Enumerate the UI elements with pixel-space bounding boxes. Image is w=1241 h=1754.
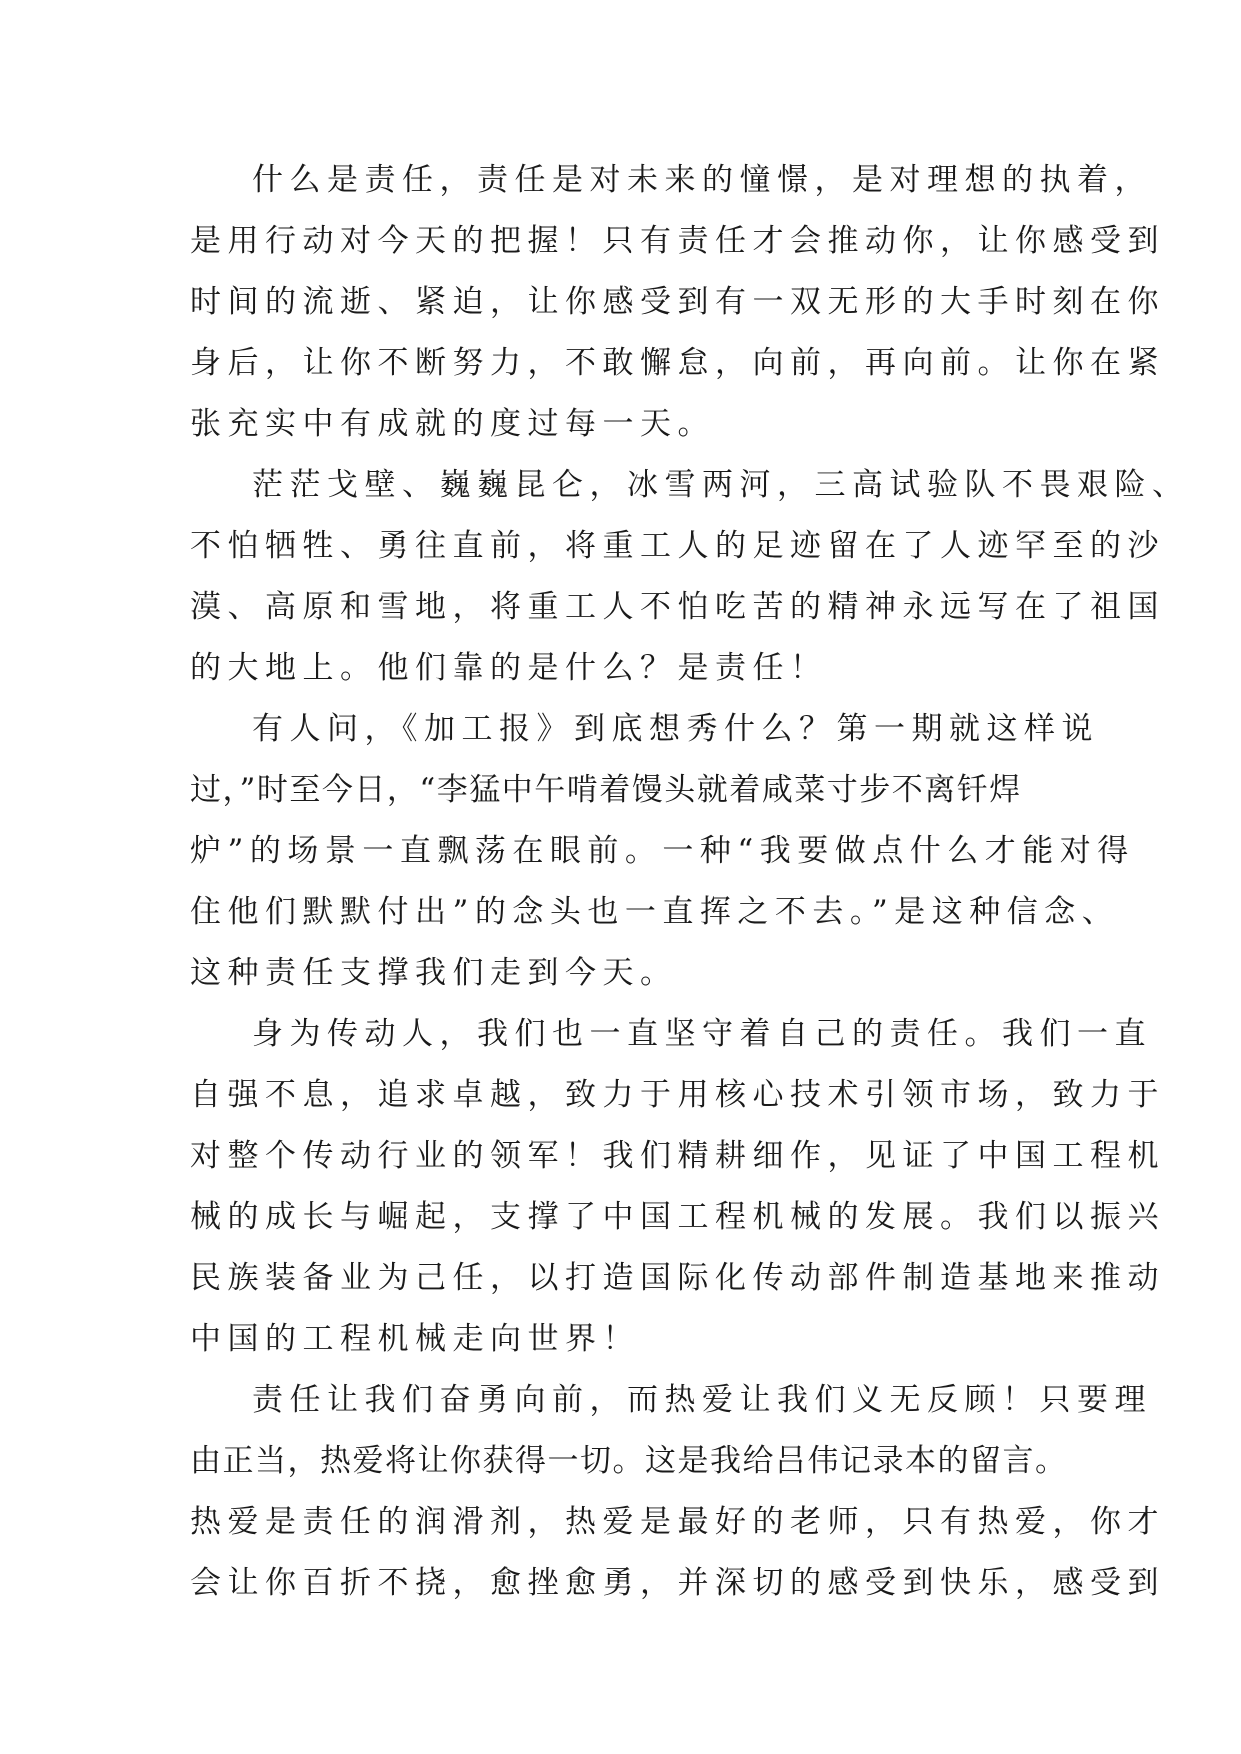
text-line: 对整个传动行业的领军！我们精耕细作，见证了中国工程机 [190, 1138, 1165, 1174]
text-line: 这种责任支撑我们走到今天。 [190, 955, 678, 991]
text-line: 中国的工程机械走向世界！ [190, 1321, 640, 1357]
text-line: 不怕牺牲、勇往直前，将重工人的足迹留在了人迹罕至的沙 [190, 528, 1165, 564]
text-line: 住他们默默付出”的念头也一直挥之不去。”是这种信念、 [190, 894, 1120, 930]
text-line: 会让你百折不挠，愈挫愈勇，并深切的感受到快乐，感受到 [190, 1565, 1165, 1601]
text-line: 由正当，热爱将让你获得一切。这是我给吕伟记录本的留言。 [190, 1443, 1068, 1479]
text-line: 民族装备业为己任，以打造国际化传动部件制造基地来推动 [190, 1260, 1165, 1296]
text-line: 热爱是责任的润滑剂，热爱是最好的老师，只有热爱，你才 [190, 1504, 1165, 1540]
text-line: 身后，让你不断努力，不敢懈怠，向前，再向前。让你在紧 [190, 345, 1165, 381]
text-line: 是用行动对今天的把握！只有责任才会推动你，让你感受到 [190, 223, 1165, 259]
text-line: 械的成长与崛起，支撑了中国工程机械的发展。我们以振兴 [190, 1199, 1165, 1235]
text-line: 过，”时至今日，“李猛中午啃着馒头就着咸菜寸步不离钎焊 [190, 772, 1022, 808]
text-line: 漠、高原和雪地，将重工人不怕吃苦的精神永远写在了祖国 [190, 589, 1165, 625]
text-line: 什么是责任，责任是对未来的憧憬，是对理想的执着， [252, 162, 1152, 198]
text-line: 身为传动人，我们也一直坚守着自己的责任。我们一直 [252, 1016, 1152, 1052]
text-line: 有人问，《加工报》到底想秀什么？第一期就这样说 [252, 711, 1099, 747]
text-line: 时间的流逝、紧迫，让你感受到有一双无形的大手时刻在你 [190, 284, 1165, 320]
text-line: 自强不息，追求卓越，致力于用核心技术引领市场，致力于 [190, 1077, 1165, 1113]
body-text [190, 150, 1190, 1614]
text-line: 的大地上。他们靠的是什么？是责任！ [190, 650, 828, 686]
text-line: 张充实中有成就的度过每一天。 [190, 406, 715, 442]
text-line: 责任让我们奋勇向前，而热爱让我们义无反顾！只要理 [252, 1382, 1152, 1418]
text-line: 炉”的场景一直飘荡在眼前。一种“我要做点什么才能对得 [190, 833, 1135, 869]
text-line: 茫茫戈壁、巍巍昆仑，冰雪两河，三高试验队不畏艰险、 [252, 467, 1190, 503]
